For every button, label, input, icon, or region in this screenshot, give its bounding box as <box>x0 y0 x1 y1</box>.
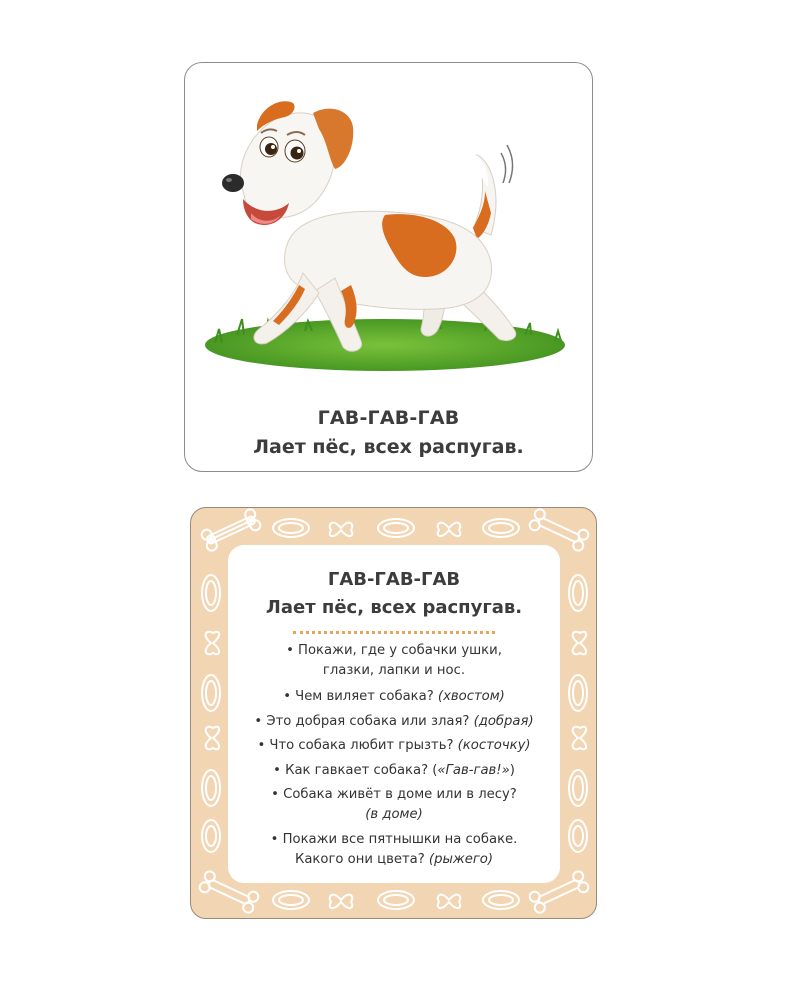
butterfly-icon <box>330 523 353 536</box>
collar-icon <box>202 675 220 711</box>
list-item: • Как гавкает собака? («Гав-гав!») <box>273 762 515 778</box>
dog-icon <box>185 63 594 403</box>
back-card-title: ГАВ-ГАВ-ГАВ <box>327 569 461 590</box>
collar-icon <box>483 519 519 537</box>
collar-icon <box>569 820 587 852</box>
list-item: • Покажи все пятнышки на собаке. Какого они цвета? (рыжего) <box>270 831 518 867</box>
dotted-divider <box>293 631 495 634</box>
front-card <box>184 62 593 472</box>
butterfly-icon <box>438 895 461 908</box>
butterfly-icon <box>438 523 461 536</box>
front-card-subtitle: Лает пёс, всех распугав. <box>253 436 524 458</box>
list-item: • Что собака любит грызть? (косточку) <box>257 738 531 753</box>
list-item: • Покажи, где у собачки ушки, глазки, лапки и нос. <box>286 643 502 678</box>
question-list <box>234 641 554 874</box>
collar-icon <box>378 891 414 909</box>
collar-icon <box>483 891 519 909</box>
collar-icon <box>378 519 414 537</box>
butterfly-icon <box>206 632 219 655</box>
list-item: • Чем виляет собака? (хвостом) <box>283 689 505 704</box>
collar-icon <box>569 675 587 711</box>
butterfly-icon <box>573 632 586 655</box>
front-card-title: ГАВ-ГАВ-ГАВ <box>317 407 460 429</box>
butterfly-icon <box>330 895 353 908</box>
list-item: • Собака живёт в доме или в лесу? (в доме) <box>271 787 517 822</box>
butterfly-icon <box>573 727 586 750</box>
collar-icon <box>202 575 220 611</box>
back-card-subtitle: Лает пёс, всех распугав. <box>265 597 523 618</box>
collar-icon <box>202 820 220 852</box>
collar-icon <box>569 575 587 611</box>
collar-icon <box>273 519 309 537</box>
list-item: • Это добрая собака или злая? (добрая) <box>254 713 534 729</box>
butterfly-icon <box>206 727 219 750</box>
back-card <box>190 507 597 919</box>
collar-icon <box>202 770 220 806</box>
question-panel <box>228 545 560 883</box>
collar-icon <box>273 891 309 909</box>
collar-icon <box>569 770 587 806</box>
